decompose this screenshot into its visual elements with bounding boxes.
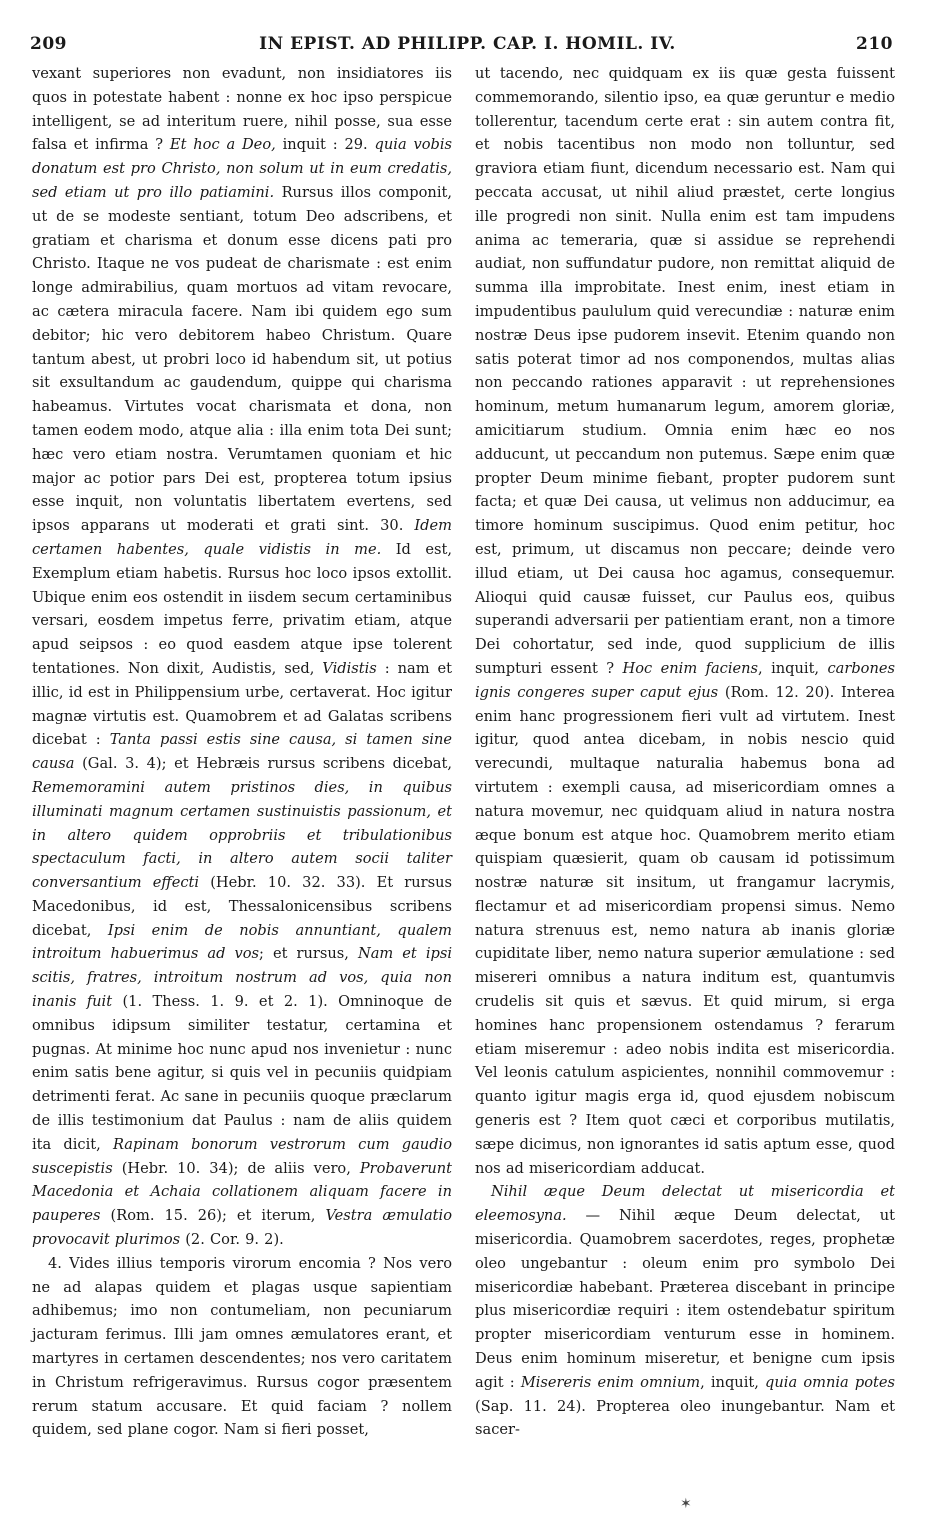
text-run: vexant superiores non evadunt, non insidiatores iis quos in potestate habent : nonne ex hoc ipso perspicue intelligent, se ad interitum ruere, nihil posse, sua esse falsa et infirma ? [32,65,452,154]
text-run: (Hebr. 10. 34); de aliis vero, [112,1159,360,1177]
text-run: Rursus illos componit, ut de se modeste sentiant, totum Deo adscribens, et gratiam et charisma et donum esse dicens pati pro Christo. Itaque ne vos pudeat de charismate : est enim longe admirabilius, quam mortuos ad vitam revocare, ac cætera miracula facere. Nam ibi quidem ego sum debitor; hic vero debitorem habeo Christum. Quare tantum abest, ut probri loco id habendum sit, ut potius sit exsultandum ac gaudendum, quippe qui charisma habeamus. Virtutes vocat charismata et dona, non tamen eodem modo, atque alia : illa enim tota Dei sunt; hæc vero etiam nostra. Verumtamen quoniam et hic major ac potior pars Dei est, propterea totum ipsius esse inquit, non voluntatis libertatem evertens, sed ipsos apparans ut moderati et grati sint. 30. [32,183,452,535]
scripture-quote: carbones ignis congeres super caput ejus [475,659,895,701]
text-run: : nam et illic, id est in Philippensium urbe, certaverat. Hoc igitur magnæ virtutis est. Quamobrem et ad Galatas scribens dicebat : [32,659,452,749]
left-paragraph-2: 4. Vides illius temporis virorum encomia ? Nos vero ne ad alapas quidem et plagas usque sapientiam adhibemus; imo non contumeliam, non pecuniarum jacturam ferimus. Illi jam omnes æmulatores erant, et martyres in certamen descendentes; nos vero caritatem in Christum refrigeravimus. Rursus cogor præsentem rerum statum accusare. Et quid faciam ? nollem quidem, sed plane cogor. Nam si fieri posset, [32,1254,452,1439]
scripture-quote: Probaverunt Macedonia et Achaia collationem aliquam facere in pauperes [32,1159,452,1225]
text-run: (Hebr. 10. 32. 33). Et rursus Macedonibus, id est, Thessalonicensibus scribens dicebat, [32,874,453,939]
text-run: , inquit, [758,659,828,677]
section-heading: Nihil æque Deum delectat ut misericordia et eleemosyna. [475,1183,895,1225]
scripture-quote: Tanta passi estis sine causa, si tamen sine causa [32,731,453,773]
ornament-mark: ✶ [680,1496,692,1512]
right-column [475,62,895,1442]
page-number-right: 210 [856,34,893,54]
text-run: (Rom. 15. 26); et iterum, [100,1207,326,1225]
text-run: (2. Cor. 9. 2). [180,1231,284,1249]
text-run: (Gal. 3. 4); et Hebræis rursus scribens dicebat, [74,755,452,773]
scripture-quote: quia omnia potes [765,1373,895,1391]
running-title: IN EPIST. AD PHILIPP. CAP. I. HOMIL. IV. [259,34,676,54]
page-header [30,34,905,60]
left-paragraph-1 [32,62,452,1252]
scripture-quote: Hoc enim faciens [622,659,759,677]
text-run: — Nihil æque Deum delectat, ut misericordia. Quamobrem sacerdotes, reges, prophetæ oleo ungebantur : oleum enim pro symbolo Dei misericordiæ habebant. Præterea discebant in principe plus misericordiæ requiri : item ostendebatur spiritum propter misericordiam venturum esse in hominem. Deus enim hominum miseretur, et benigne cum ipsis agit : [475,1207,895,1391]
scripture-quote: Rapinam bonorum vestrorum cum gaudio suscepistis [32,1135,452,1177]
text-run: ; et rursus, [259,945,358,963]
text-run: , inquit, [700,1373,766,1391]
scripture-quote: Vestra æmulatio provocavit plurimos [32,1207,452,1249]
page-number-left: 209 [30,34,67,54]
text-run: ut tacendo, nec quidquam ex iis quæ gesta fuissent commemorando, silentio ipso, ea quæ geruntur e medio tollerentur, tacendum certe erat : sin autem contra fit, et nobis tacentibus non modo non tolluntur, sed graviora etiam fiunt, dicendum necessario est. Nam qui peccata accusat, ut nihil aliud præstet, certe longius ille progredi non sinit. Nulla enim est tam impudens anima ac temeraria, quæ si assidue se reprehendi audiat, non suffundatur pudore, non remittat aliquid de summa illa improbitate. Inest enim, inest etiam in impudentibus paululum quid verecundiæ : naturæ enim nostræ Deus ipse pudorem insevit. Etenim quando non satis poterat timor ad nos componendos, multas alias non peccando rationes apparavit : ut reprehensiones hominum, metum humanarum legum, amorem gloriæ, amicitiarum studium. Omnia enim hæc eo nos adducunt, ut peccandum non putemus. Sæpe enim quæ propter Deum minime fiebant, propter pudorem sunt facta; et quæ Dei causa, ut velimus non adducimur, ea timore hominum suscipimus. Quod enim petitur, hoc est, primum, ut discamus non peccare; deinde vero illud etiam, ut Dei causa hoc agamus, consequemur. Alioqui quid causæ fuisset, cur Paulus eos, quibus superandi adversarii per patientiam erant, non a timore Dei cohortatur, sed inde, quod supplicium de illis sumpturi essent ? [475,65,895,677]
scripture-quote: Nam et ipsi scitis, fratres, introitum nostrum ad vos, quia non inanis fuit [32,945,452,1011]
right-paragraph-1 [475,62,895,1180]
left-column [32,62,452,1442]
text-run: (Sap. 11. 24). Propterea oleo inungebantur. Nam et sacer- [475,1397,895,1439]
right-paragraph-2 [475,1180,895,1442]
scripture-quote: Idem certamen habentes, quale vidistis in me. [32,517,452,558]
column-gutter [461,70,462,1500]
scripture-quote: Et hoc a Deo, [169,136,276,154]
scripture-quote: Ipsi enim de nobis annuntiant, qualem introitum habuerimus ad vos [32,921,452,963]
text-run: (Rom. 12. 20). Interea enim hanc progressionem fieri vult ad virtutem. Inest igitur, quod antea dicebam, in nobis nescio quid verecundi, multaque naturalia habemus bona ad virtutem : exempli causa, ad misericordiam omnes a natura movemur, nec quidquam aliud in natura nostra æque bonum est atque hoc. Quamobrem merito etiam quispiam quæsierit, quam ob causam id potissimum nostræ naturæ sit insitum, ut frangamur lacrymis, flectamur et ad misericordiam propensi simus. Nemo natura strenuus est, nemo natura ab inanis gloriæ cupiditate liber, nemo natura superior æmulatione : sed misereri omnibus a natura inditum est, quantumvis crudelis sit quis et sævus. Et quid mirum, si erga homines hanc propensionem ostendamus ? ferarum etiam miseremur : adeo nobis indita est misericordia. Vel leonis catulum aspicientes, nonnihil commovemur : quanto igitur magis erga id, quod ejusdem nobiscum generis est ? Item quot cæci et corporibus mutilatis, sæpe dicimus, non ignorantes id satis aptum esse, quod nos ad misericordiam adducat. [475,683,895,1177]
text-run: (1. Thess. 1. 9. et 2. 1). Omninoque de omnibus idipsum similiter testatur, certamina et pugnas. At minime hoc nunc apud nos invenietur : nunc enim satis bene agitur, si quis vel in pecuniis quidpiam detrimenti ferat. Ac sane in pecuniis quoque præclarum de illis testimonium dat Paulus : nam de aliis quidem ita dicit, [32,993,452,1153]
text-run: inquit : 29. [275,136,375,154]
scripture-quote: Misereris enim omnium [520,1373,701,1391]
scripture-quote: Rememoramini autem pristinos dies, in quibus illuminati magnum certamen sustinuistis passionum, et in altero quidem opprobriis et tribulationibus spectaculum facti, in altero autem socii taliter conversantium effecti [32,778,452,892]
text-run: Id est, Exemplum etiam habetis. Rursus hoc loco ipsos extollit. Ubique enim eos ostendit in iisdem secum certaminibus versari, eosdem impetus ferre, privatim etiam, atque apud seipsos : eo quod easdem atque ipse tolerent tentationes. Non dixit, Audistis, sed, [32,540,453,677]
scripture-quote: Vidistis [322,659,377,677]
scripture-quote: quia vobis donatum est pro Christo, non solum ut in eum credatis, sed etiam ut pro illo patiamini. [32,136,452,201]
